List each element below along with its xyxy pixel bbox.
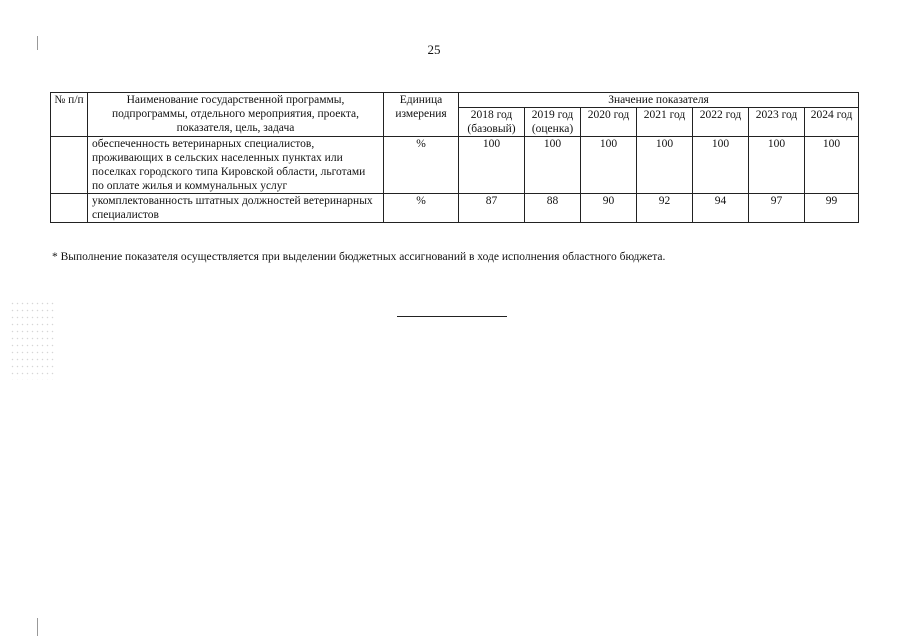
page-number: 25 <box>427 42 441 57</box>
header-unit: Единица измерения <box>384 93 459 137</box>
scan-edge-mark <box>37 36 38 50</box>
row-name: обеспеченность ветеринарных специалистов, проживающих в сельских населенных пунктах или поселках городского типа Кировской области, льготами по оплате жилья и коммунальных услуг <box>88 137 384 194</box>
row-value-2022: 94 <box>693 194 749 223</box>
row-unit: % <box>384 194 459 223</box>
row-value-2020: 90 <box>581 194 637 223</box>
separator-line <box>397 316 507 317</box>
row-unit: % <box>384 137 459 194</box>
indicators-table <box>50 92 859 223</box>
row-value-2023: 97 <box>749 194 805 223</box>
header-num: № п/п <box>51 93 88 137</box>
header-row-top <box>51 93 859 108</box>
header-name: Наименование государственной программы, подпрограммы, отдельного мероприятия, проекта, показателя, цель, задача <box>88 93 384 137</box>
row-value-2021: 92 <box>637 194 693 223</box>
header-year-2024: 2024 год <box>805 108 859 137</box>
row-value-2019: 100 <box>525 137 581 194</box>
header-year-2018: 2018 год (базовый) <box>459 108 525 137</box>
scan-edge-mark <box>37 618 38 636</box>
header-year-2020: 2020 год <box>581 108 637 137</box>
row-value-2023: 100 <box>749 137 805 194</box>
table-row <box>51 137 859 194</box>
row-value-2020: 100 <box>581 137 637 194</box>
header-year-2021: 2021 год <box>637 108 693 137</box>
row-value-2024: 99 <box>805 194 859 223</box>
scan-noise <box>10 300 55 380</box>
row-value-2018: 87 <box>459 194 525 223</box>
row-value-2018: 100 <box>459 137 525 194</box>
row-value-2024: 100 <box>805 137 859 194</box>
row-num <box>51 137 88 194</box>
header-year-2023: 2023 год <box>749 108 805 137</box>
footnote: * Выполнение показателя осуществляется при выделении бюджетных ассигнований в ходе исполнения областного бюджета. <box>52 251 666 263</box>
row-value-2022: 100 <box>693 137 749 194</box>
row-name: укомплектованность штатных должностей ветеринарных специалистов <box>88 194 384 223</box>
table-row <box>51 194 859 223</box>
row-value-2021: 100 <box>637 137 693 194</box>
header-values-group: Значение показателя <box>459 93 859 108</box>
header-year-2019: 2019 год (оценка) <box>525 108 581 137</box>
row-value-2019: 88 <box>525 194 581 223</box>
row-num <box>51 194 88 223</box>
header-year-2022: 2022 год <box>693 108 749 137</box>
